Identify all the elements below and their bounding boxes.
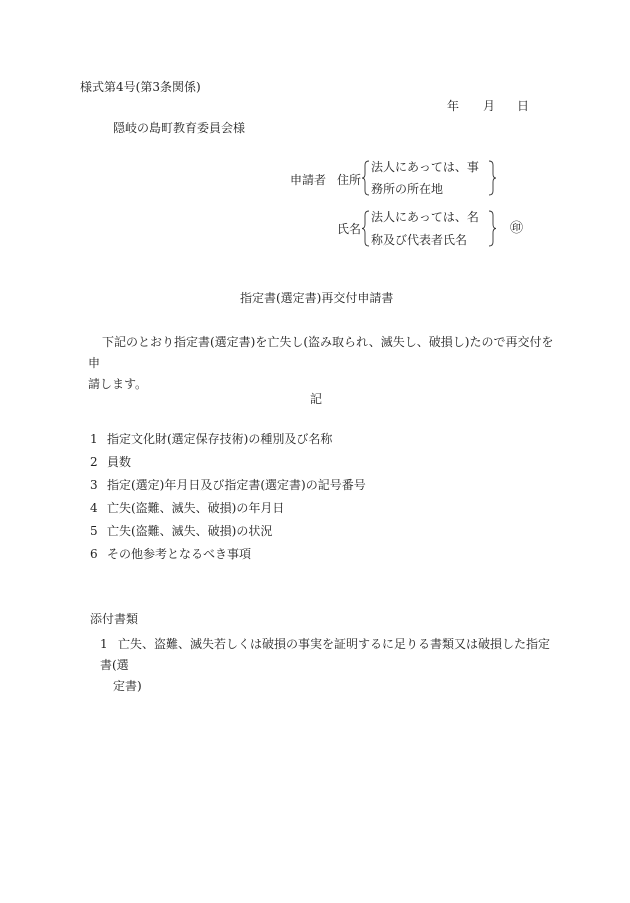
item-number: 2 [90,455,98,469]
body-paragraph [88,332,558,395]
left-brace-icon [362,160,370,196]
item-text: その他参考となるべき事項 [107,547,252,561]
address-note [362,160,496,196]
right-brace-icon [488,160,496,196]
document-title: 指定書(選定書)再交付申請書 [240,291,394,305]
list-item [90,432,366,455]
item-number: 6 [90,547,98,561]
list-item [90,455,366,478]
right-brace-icon [488,210,496,247]
item-number: 4 [90,501,98,515]
list-item [90,547,366,570]
attachment-text-line1: 亡失、盗難、滅失若しくは破損の事実を証明するに足りる書類又は破損した指定書(選 [100,637,551,672]
name-note-line1: 法人にあっては、名 [371,210,479,224]
date-day-label: 日 [517,99,530,113]
name-note-line2: 称及び代表者氏名 [371,233,468,247]
address-note-line2: 務所の所在地 [371,182,444,196]
address-label: 住所 [337,173,362,187]
addressee: 隠岐の島町教育委員会様 [113,121,246,135]
body-line-1: 下記のとおり指定書(選定書)を亡失し(盗み取られ、滅失し、破損し)たので再交付を申 [88,335,554,370]
item-number: 5 [90,524,98,538]
list-item [90,501,366,524]
item-text: 亡失(盗難、滅失、破損)の状況 [107,524,273,538]
seal-icon: ㊞ [510,221,524,236]
address-note-line1: 法人にあっては、事 [371,160,479,174]
item-number: 1 [90,432,98,446]
left-brace-icon [362,210,370,247]
form-number: 様式第4号(第3条関係) [80,80,201,94]
item-text: 指定(選定)年月日及び指定書(選定書)の記号番号 [107,478,366,492]
attachments-heading: 添付書類 [90,612,139,626]
name-note [362,210,496,247]
body-line-2: 請します。 [88,377,148,391]
attachment-item [100,634,560,697]
item-text: 員数 [107,455,132,469]
list-item [90,524,366,547]
date-year-label: 年 [447,99,460,113]
date-month-label: 月 [483,99,496,113]
item-list [90,432,366,570]
attachment-number: 1 [100,637,108,651]
list-item [90,478,366,501]
applicant-label: 申請者 [290,173,327,187]
item-number: 3 [90,478,98,492]
name-label: 氏名 [337,222,362,236]
item-text: 指定文化財(選定保存技術)の種別及び名称 [107,432,333,446]
ki-heading: 記 [310,392,323,406]
attachment-text-line2: 定書) [113,679,142,693]
item-text: 亡失(盗難、滅失、破損)の年月日 [107,501,285,515]
